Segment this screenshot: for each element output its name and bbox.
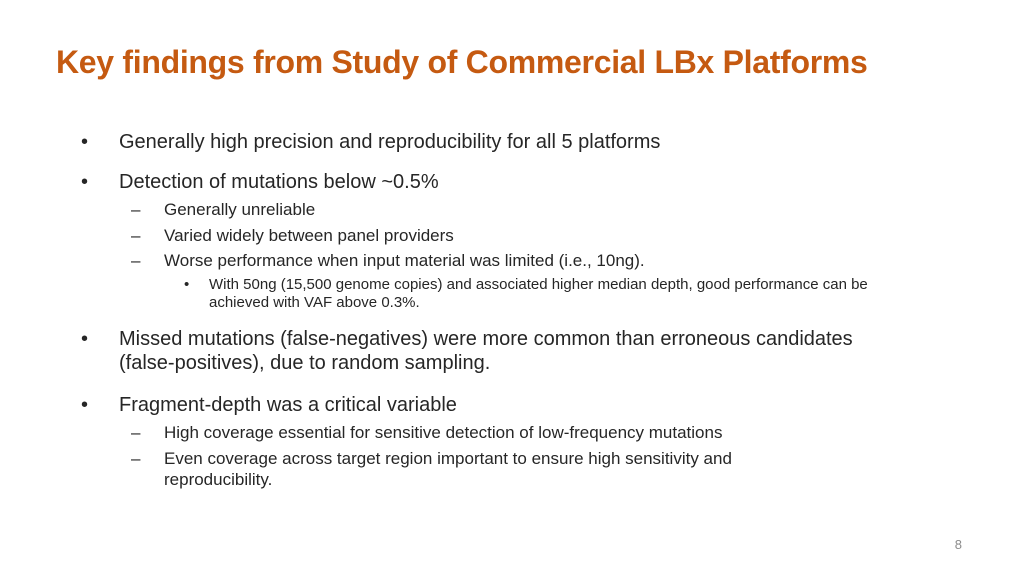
sub-bullet-marker: – xyxy=(131,449,141,468)
sub-point-2-2: Varied widely between panel providers xyxy=(164,226,454,245)
bullet-point-4: Fragment-depth was a critical variable xyxy=(119,394,457,416)
bullet-point-2: Detection of mutations below ~0.5% xyxy=(119,171,439,193)
sub-point-2-1: Generally unreliable xyxy=(164,200,316,219)
bullet-marker: • xyxy=(81,328,89,350)
bullet-point-3: Missed mutations (false-negatives) were more common than erroneous candidates (false-positives), due to random sampling. xyxy=(119,328,853,374)
sub-bullet-marker: – xyxy=(131,200,141,219)
bullet-marker: • xyxy=(81,131,89,153)
bullet-marker: • xyxy=(81,171,89,193)
sub-point-2-3: Worse performance when input material was limited (i.e., 10ng). xyxy=(164,251,645,270)
bullet-point-1: Generally high precision and reproducibility for all 5 platforms xyxy=(119,131,661,153)
sub-sub-bullet-marker: • xyxy=(184,276,190,293)
slide-title: Key findings from Study of Commercial LBx Platforms xyxy=(56,44,868,80)
page-number: 8 xyxy=(954,537,962,552)
sub-bullet-marker: – xyxy=(131,226,141,245)
bullet-marker: • xyxy=(81,394,89,416)
sub-point-4-2: Even coverage across target region important to ensure high sensitivity and reproducibility. xyxy=(164,449,732,489)
sub-bullet-marker: – xyxy=(131,423,141,442)
sub-sub-point-2-3-1: With 50ng (15,500 genome copies) and associated higher median depth, good performance can be achieved with VAF above 0.3%. xyxy=(209,276,868,311)
sub-bullet-marker: – xyxy=(131,251,141,270)
sub-point-4-1: High coverage essential for sensitive detection of low-frequency mutations xyxy=(164,423,723,442)
